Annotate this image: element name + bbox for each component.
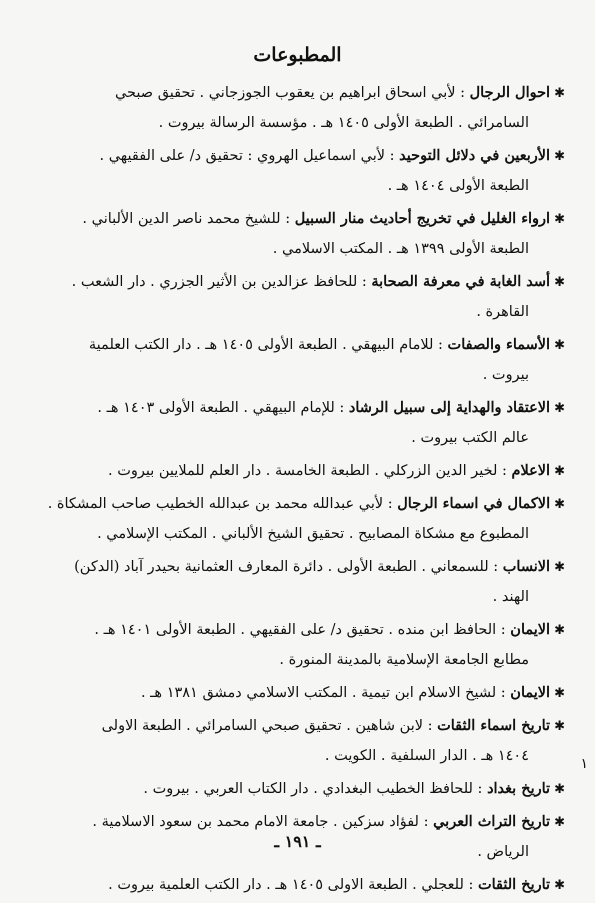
asterisk-bullet-icon: ✱ — [554, 782, 565, 797]
bibliography-entry — [40, 267, 565, 327]
entry-text: الطبعة الأولى ١٣٩٩ هـ . المكتب الاسلامي . — [272, 241, 529, 257]
asterisk-bullet-icon: ✱ — [554, 815, 565, 830]
entry-text: : لأبي عبدالله محمد بن عبدالله الخطيب صاحب المشكاة . — [47, 496, 393, 512]
entry-text: مطابع الجامعة الإسلامية بالمدينة المنورة . — [279, 652, 529, 668]
entry-title: تاريخ التراث العربي — [433, 813, 551, 830]
entry-first-line — [40, 552, 565, 582]
bibliography-entry — [40, 489, 565, 549]
asterisk-bullet-icon: ✱ — [554, 464, 565, 479]
entry-first-line — [40, 330, 565, 360]
entry-continuation-line — [40, 519, 565, 549]
entry-text: : للحافظ الخطيب البغدادي . دار الكتاب العربي . بيروت . — [143, 781, 483, 797]
entry-first-line — [40, 615, 565, 645]
asterisk-bullet-icon: ✱ — [554, 275, 565, 290]
entry-title: تاريخ الثقات — [477, 876, 551, 893]
entry-title: أسد الغابة في معرفة الصحابة — [371, 273, 551, 290]
bibliography-entry — [40, 330, 565, 390]
entry-first-line — [40, 711, 565, 741]
entry-first-line — [40, 489, 565, 519]
bibliography-entry — [40, 456, 565, 486]
page-number: ـ ١٩١ ـ — [274, 832, 321, 851]
entry-text: بيروت . — [482, 367, 529, 383]
entry-first-line — [40, 141, 565, 171]
entry-text: : لفؤاد سزكين . جامعة الامام محمد بن سعود الاسلامية . — [92, 814, 429, 830]
entry-first-line — [40, 267, 565, 297]
asterisk-bullet-icon: ✱ — [554, 623, 565, 638]
asterisk-bullet-icon: ✱ — [554, 560, 565, 575]
entry-title: تاريخ اسماء الثقات — [437, 717, 551, 734]
entry-title: الأربعين في دلائل التوحيد — [399, 147, 551, 164]
entry-first-line — [40, 678, 565, 708]
entry-title: احوال الرجال — [469, 84, 551, 101]
asterisk-bullet-icon: ✱ — [554, 86, 565, 101]
bibliography-entry — [40, 711, 565, 771]
entry-title: الاعتقاد والهداية إلى سبيل الرشاد — [348, 399, 551, 416]
entry-text: : للامام البيهقي . الطبعة الأولى ١٤٠٥ هـ . دار الكتب العلمية — [88, 337, 443, 353]
entry-text: الطبعة الأولى ١٤٠٤ هـ . — [387, 178, 529, 194]
asterisk-bullet-icon: ✱ — [554, 212, 565, 227]
entry-continuation-line — [40, 108, 565, 138]
bibliography-entry — [40, 78, 565, 138]
entry-continuation-line — [40, 234, 565, 264]
margin-mark: ١ — [580, 756, 588, 772]
entry-continuation-line — [40, 645, 565, 675]
bibliography-entry — [40, 870, 565, 900]
entry-text: : للحافظ عزالدين بن الأثير الجزري . دار الشعب . — [71, 274, 367, 290]
entry-first-line — [40, 78, 565, 108]
asterisk-bullet-icon: ✱ — [554, 497, 565, 512]
entry-text: : لخير الدين الزركلي . الطبعة الخامسة . دار العلم للملايين بيروت . — [108, 463, 507, 479]
entry-text: : للإمام البيهقي . الطبعة الأولى ١٤٠٣ هـ . — [97, 400, 345, 416]
entry-continuation-line — [40, 582, 565, 612]
entry-title: الايمان — [510, 684, 551, 701]
entry-title: الانساب — [502, 558, 551, 575]
entry-title: ارواء الغليل في تخريج أحاديث منار السبيل — [294, 210, 551, 227]
bibliography-entry — [40, 615, 565, 675]
bibliography-entry — [40, 678, 565, 708]
entry-continuation-line — [40, 297, 565, 327]
asterisk-bullet-icon: ✱ — [554, 719, 565, 734]
asterisk-bullet-icon: ✱ — [554, 878, 565, 893]
entry-first-line — [40, 204, 565, 234]
entry-text: القاهرة . — [476, 304, 529, 320]
entry-text: الرياض . — [477, 844, 529, 860]
bibliography-entry — [40, 393, 565, 453]
entry-first-line — [40, 870, 565, 900]
entry-continuation-line — [40, 423, 565, 453]
entry-first-line — [40, 456, 565, 486]
entry-text: ١٤٠٤ هـ . الدار السلفية . الكويت . — [324, 748, 529, 764]
entry-title: تاريخ بغداد — [487, 780, 551, 797]
bibliography-entry — [40, 204, 565, 264]
entry-text: الهند . — [492, 589, 529, 605]
entry-text: : لأبي اسحاق ابراهيم بن يعقوب الجوزجاني . تحقيق صبحي — [114, 85, 466, 101]
entry-text: : الحافظ ابن منده . تحقيق د/ على الفقيهي . الطبعة الأولى ١٤٠١ هـ . — [94, 622, 506, 638]
bibliography-entry — [40, 774, 565, 804]
entry-continuation-line — [40, 741, 565, 771]
entry-title: الاعلام — [511, 462, 551, 479]
entry-text: : لابن شاهين . تحقيق صبحي السامرائي . الطبعة الاولى — [101, 718, 433, 734]
entry-text: : للسمعاني . الطبعة الأولى . دائرة المعارف العثمانية بحيدر آباد (الدكن) — [74, 559, 499, 575]
entry-text: السامرائي . الطبعة الأولى ١٤٠٥ هـ . مؤسسة الرسالة بيروت . — [158, 115, 529, 131]
entry-text: المطبوع مع مشكاة المصابيح . تحقيق الشيخ الألباني . المكتب الإسلامي . — [97, 526, 529, 542]
entry-text: عالم الكتب بيروت . — [411, 430, 529, 446]
entry-title: الأسماء والصفات — [447, 336, 551, 353]
asterisk-bullet-icon: ✱ — [554, 338, 565, 353]
bibliography-entry — [40, 141, 565, 201]
entry-title: الايمان — [510, 621, 551, 638]
asterisk-bullet-icon: ✱ — [554, 149, 565, 164]
entry-first-line — [40, 774, 565, 804]
entry-text: : لأبي اسماعيل الهروي : تحقيق د/ على الفقيهي . — [99, 148, 395, 164]
bibliography-entry — [40, 552, 565, 612]
asterisk-bullet-icon: ✱ — [554, 401, 565, 416]
entry-continuation-line — [40, 360, 565, 390]
entry-title: الاكمال في اسماء الرجال — [397, 495, 551, 512]
entry-text: : للشيخ محمد ناصر الدين الألباني . — [82, 211, 291, 227]
bibliography-list — [40, 78, 565, 903]
asterisk-bullet-icon: ✱ — [554, 686, 565, 701]
entry-continuation-line — [40, 171, 565, 201]
page-title: المطبوعات — [253, 44, 342, 66]
entry-first-line — [40, 393, 565, 423]
entry-text: : للعجلي . الطبعة الاولى ١٤٠٥ هـ . دار الكتب العلمية بيروت . — [108, 877, 474, 893]
entry-text: : لشيخ الاسلام ابن تيمية . المكتب الاسلامي دمشق ١٣٨١ هـ . — [140, 685, 506, 701]
